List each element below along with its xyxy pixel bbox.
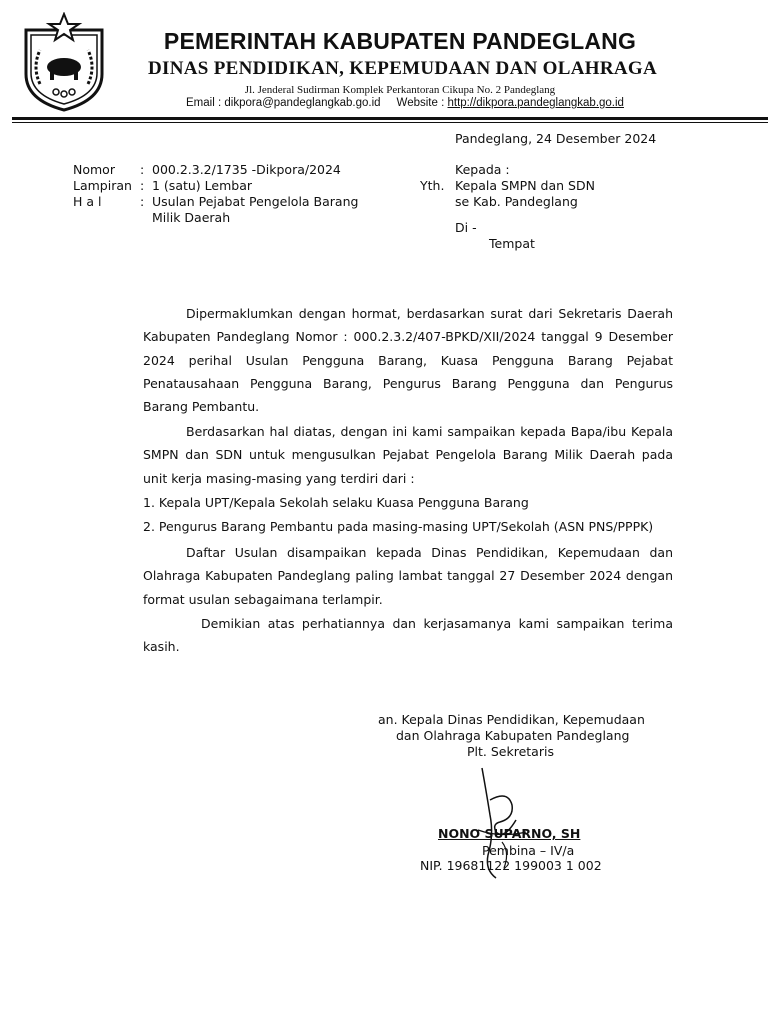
meta-row-nomor [73,162,358,178]
org-name-line2: DINAS PENDIDIKAN, KEPEMUDAAN DAN OLAHRAGA [148,58,657,79]
recipient-tempat: Tempat [489,236,535,251]
meta-label: H a l [73,194,102,209]
signatory-rank: Pembina – IV/a [482,843,575,858]
recipient-kepada: Kepada : [455,162,510,177]
meta-value: Milik Daerah [152,210,231,225]
email-address[interactable]: dikpora@pandeglangkab.go.id [224,97,381,109]
list-item: 1. Kepala UPT/Kepala Sekolah selaku Kuasa Pengguna Barang [143,495,529,510]
website-label: Website : [396,97,445,109]
meta-value: Usulan Pejabat Pengelola Barang [152,194,359,209]
recipient-line2: se Kab. Pandeglang [455,194,578,209]
letter-date: Pandeglang, 24 Desember 2024 [455,131,657,146]
letter-meta [73,162,358,226]
meta-label: Lampiran [73,178,132,193]
meta-row-lampiran [73,178,358,194]
recipient-line1: Kepala SMPN dan SDN [455,178,595,193]
meta-sep: : [140,162,145,177]
org-name-line1: PEMERINTAH KABUPATEN PANDEGLANG [163,28,637,54]
signatory-name: NONO SUPARNO, SH [438,826,581,841]
list-item: 2. Pengurus Barang Pembantu pada masing-masing UPT/Sekolah (ASN PNS/PPPK) [143,519,654,534]
recipient-block [420,162,595,252]
signature-line2: dan Olahraga Kabupaten Pandeglang [396,728,630,743]
meta-sep: : [140,178,145,193]
recipient-di: Di - [455,220,477,235]
meta-row-hal-cont [73,210,358,226]
meta-sep: : [140,194,145,209]
letterhead-rule-thick [12,117,768,120]
meta-value: 000.2.3.2/1735 -Dikpora/2024 [152,162,341,177]
meta-row-hal [73,194,358,210]
signatory-nip: NIP. 19681122 199003 1 002 [420,858,602,873]
email-label: Email : [186,97,222,109]
website-link[interactable]: http://dikpora.pandeglangkab.go.id [447,97,624,109]
body-paragraph-1: Dipermaklumkan dengan hormat, berdasarkan surat dari Sekretaris Daerah Kabupaten Pandeglang Nomor : 000.2.3.2/407-BPKD/XII/2024 tanggal 9 Desember 2024 perihal Usulan Pengguna Barang, Kuasa Pengguna Barang Pejabat Penatausahaan Pengguna Barang, Pengurus Barang Pengguna dan Pengurus Barang Pembantu. [143,306,673,415]
signature-line3: Plt. Sekretaris [467,744,554,759]
meta-sep [140,210,152,226]
letterhead-rule-thin [12,122,768,123]
contact-line [145,97,665,109]
meta-value: 1 (satu) Lembar [152,178,252,193]
body-paragraph-4: Demikian atas perhatiannya dan kerjasamanya kami sampaikan terima kasih. [143,616,673,655]
office-address: Jl. Jenderal Sudirman Komplek Perkantoran Cikupa No. 2 Pandeglang [244,84,556,96]
body-paragraph-2: Berdasarkan hal diatas, dengan ini kami sampaikan kepada Bapa/ibu Kepala SMPN dan SDN untuk mengusulkan Pejabat Pengelola Barang Milik Daerah pada unit kerja masing-masing yang terdiri dari : [143,424,673,486]
recipient-yth: Yth. [420,178,445,193]
meta-label [73,210,140,226]
meta-label: Nomor [73,162,115,177]
signature-line1: an. Kepala Dinas Pendidikan, Kepemudaan [378,712,645,727]
body-paragraph-3: Daftar Usulan disampaikan kepada Dinas Pendidikan, Kepemudaan dan Olahraga Kabupaten Pandeglang paling lambat tanggal 27 Desember 2024 dengan format usulan sebagaimana terlampir. [143,545,673,607]
regency-emblem-logo [18,12,110,112]
